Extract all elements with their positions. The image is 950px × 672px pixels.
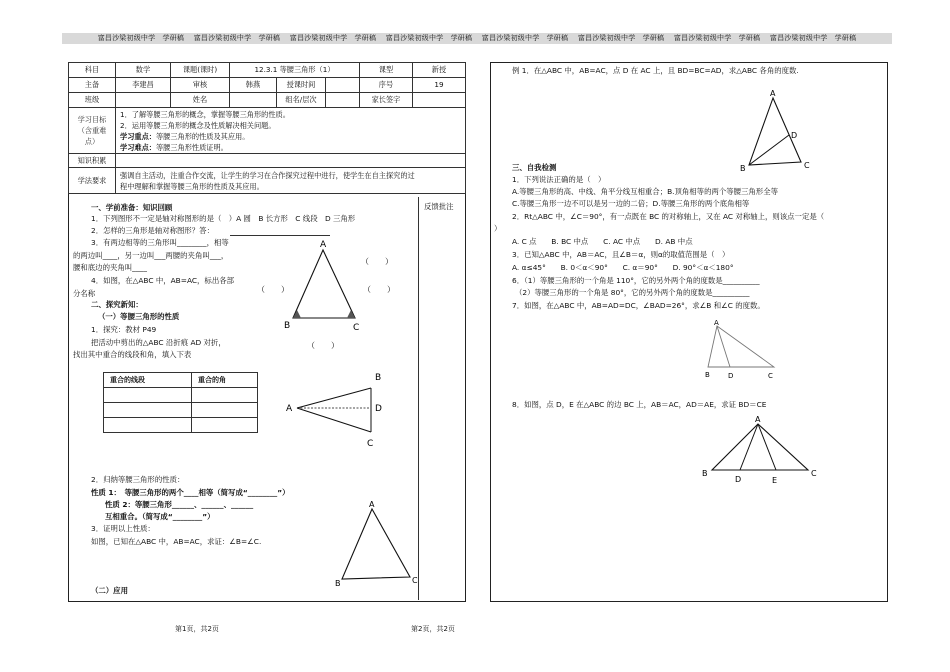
check-7-triangle bbox=[700, 318, 785, 380]
sec1-title: 一、学前准备：知识回顾 bbox=[91, 203, 173, 212]
subject-label: 科目 bbox=[69, 63, 116, 78]
check8-label-d: D bbox=[735, 475, 742, 484]
question-3a: 3．有两边相等的三角形叫________，相等 bbox=[91, 238, 229, 247]
question-4a: 4．如图，在△ABC 中，AB=AC，标出各部 bbox=[91, 276, 234, 285]
summary-text: 2．归纳等腰三角形的性质： bbox=[91, 475, 185, 484]
prove-title: 3．证明以上性质： bbox=[91, 524, 155, 533]
check-8-triangle bbox=[700, 412, 825, 487]
group-value bbox=[326, 93, 360, 108]
question-3c: 腰和底边的夹角叫____ bbox=[73, 263, 147, 272]
check-3-options: A. α≤45° B. 0＜α＜90° C. α＝90° D. 90°＜α＜180° bbox=[512, 263, 734, 272]
header-banner-text: 富昌沙梁初级中学 学研稿 富昌沙梁初级中学 学研稿 富昌沙梁初级中学 学研稿 富昌沙梁初级中学 学研稿 富昌沙梁初级中学 学研稿 富昌沙梁初级中学 学研稿 富昌沙梁初级中学 学研稿 富昌沙梁初级中学 学研稿 bbox=[97, 34, 857, 42]
overlap-cell[interactable] bbox=[192, 403, 258, 418]
paren-2: （ ） bbox=[257, 285, 289, 294]
fold-label-a: A bbox=[286, 404, 293, 414]
seq-value: 19 bbox=[413, 78, 466, 93]
tri1-label-b: B bbox=[284, 321, 291, 331]
class-value bbox=[116, 93, 171, 108]
fold-label-b: B bbox=[375, 373, 382, 383]
feedback-label: 反馈批注 bbox=[424, 202, 454, 211]
check-8-triangle-shape bbox=[712, 424, 808, 470]
check-6a: 6．（1）等腰三角形的一个角是 110°，它的另外两个角的度数是__________ bbox=[512, 276, 760, 285]
method-line-1: 强调自主活动，注重合作交流，让学生的学习在合作探究过程中进行，使学生在自主探究的过 bbox=[120, 170, 415, 180]
triangle-1-shape bbox=[293, 250, 355, 318]
overlap-cell[interactable] bbox=[104, 403, 192, 418]
question-3b: 的两边叫____，另一边叫___两腰的夹角叫___， bbox=[73, 251, 229, 260]
check-1: 1．下列说法正确的是（ ） bbox=[512, 175, 606, 184]
right-page-frame bbox=[490, 62, 888, 602]
goals-cell bbox=[116, 108, 466, 154]
check-3: 3．已知△ABC 中，AB＝AC，且∠B＝α，则α的取值范围是（ ） bbox=[512, 250, 730, 259]
proof-label-b: B bbox=[335, 579, 341, 587]
class-label: 班级 bbox=[69, 93, 116, 108]
seq-label: 序号 bbox=[360, 78, 413, 93]
check-2-end: ） bbox=[494, 224, 502, 233]
explore-text: 1．探究：教材 P49 bbox=[91, 325, 157, 334]
check7-label-d: D bbox=[728, 372, 734, 380]
overlap-cell[interactable] bbox=[192, 418, 258, 433]
check-7-triangle-shape bbox=[708, 326, 774, 367]
date-value bbox=[326, 78, 360, 93]
property-1: 性质 1： 等腰三角形的两个____相等（简写成“________”） bbox=[91, 488, 290, 497]
name-value bbox=[230, 93, 277, 108]
proof-label-c: C bbox=[412, 576, 418, 585]
overlap-cell[interactable] bbox=[192, 388, 258, 403]
check-8: 8．如图，点 D，E 在△ABC 的边 BC 上，AB＝AC，AD＝AE，求证 BD＝CE bbox=[512, 400, 767, 409]
check7-label-c: C bbox=[768, 372, 773, 380]
topic-label: 课题(课时) bbox=[171, 63, 230, 78]
author-label: 主备 bbox=[69, 78, 116, 93]
fold-diagram bbox=[283, 368, 393, 453]
check-1b: C.等腰三角形一边不可以是另一边的二倍；D.等腰三角形的两个底角相等 bbox=[512, 199, 750, 208]
example-label-c: C bbox=[804, 161, 810, 170]
triangle-diagram-1 bbox=[255, 236, 415, 356]
check-2: 2．Rt△ABC 中，∠C＝90°，有一点既在 BC 的对称轴上，又在 AC 对称轴上，则该点一定是（ bbox=[512, 212, 825, 221]
proof-label-a: A bbox=[369, 500, 375, 509]
fold-label-c: C bbox=[367, 439, 374, 449]
subject-value: 数学 bbox=[116, 63, 171, 78]
check8-label-c: C bbox=[811, 469, 817, 478]
paren-4: （ ） bbox=[307, 341, 339, 350]
check7-label-b: B bbox=[705, 371, 710, 379]
reviewer-label: 审核 bbox=[171, 78, 230, 93]
paren-1: （ ） bbox=[361, 257, 393, 266]
activity-line-1: 把活动中剪出的△ABC 沿折痕 AD 对折， bbox=[91, 338, 226, 347]
goals-label: 学习目标（含重难点） bbox=[69, 108, 116, 154]
question-4b: 分名称 bbox=[73, 289, 96, 298]
group-label: 组名/层次 bbox=[277, 93, 326, 108]
question-2: 2．怎样的三角形是轴对称图形？答： bbox=[91, 226, 214, 235]
overlap-cell[interactable] bbox=[104, 388, 192, 403]
knowledge-value bbox=[116, 154, 466, 168]
proof-triangle-shape bbox=[342, 509, 410, 579]
question-1: 1．下列图形不一定是轴对称图形的是（ ）A 圆 B 长方形 C 线段 D 三角形 bbox=[91, 214, 356, 223]
parent-label: 家长签字 bbox=[360, 93, 413, 108]
example-triangle bbox=[735, 88, 815, 178]
angle-c-hatch bbox=[347, 310, 355, 318]
check8-label-a: A bbox=[755, 415, 761, 424]
check-6b: （2）等腰三角形的一个角是 80°，它的另外两个角的度数是__________ bbox=[515, 288, 750, 297]
check-2-options: A. C 点 B. BC 中点 C. AC 中点 D. AB 中点 bbox=[512, 237, 693, 246]
property-2b: 互相重合。（简写成“________”） bbox=[105, 512, 215, 521]
reviewer-value: 韩燕 bbox=[230, 78, 277, 93]
prove-text: 如图，已知在△ABC 中，AB=AC，求证：∠B=∠C. bbox=[91, 537, 262, 546]
method-cell bbox=[116, 168, 466, 194]
footer-left: 第1页，共2页 bbox=[175, 625, 219, 633]
proof-triangle bbox=[330, 497, 425, 587]
example-label-a: A bbox=[770, 89, 776, 98]
hard-point: 学习难点：等腰三角形性质证明。 bbox=[120, 142, 228, 152]
key-point: 学习重点：等腰三角形的性质及其应用。 bbox=[120, 131, 250, 141]
method-line-2: 程中理解和掌握等腰三角形的性质及其应用。 bbox=[120, 181, 264, 191]
check-8-line-ad bbox=[740, 424, 758, 470]
method-label: 学法要求 bbox=[69, 168, 116, 194]
author-value: 李建昌 bbox=[116, 78, 171, 93]
sub1-title: （一）等腰三角形的性质 bbox=[98, 312, 180, 321]
sec2-title: 二、探究新知： bbox=[91, 300, 143, 309]
footer-right: 第2页，共2页 bbox=[411, 625, 455, 633]
sec3-title: 三、自我检测 bbox=[512, 163, 557, 172]
goal-1: 1．了解等腰三角形的概念，掌握等腰三角形的性质。 bbox=[120, 109, 290, 119]
type-label: 课型 bbox=[360, 63, 413, 78]
check-7: 7．如图，在△ABC 中，AB=AD=DC，∠BAD=26°，求∠B 和∠C 的度数。 bbox=[512, 301, 765, 310]
activity-line-2: 找出其中重合的线段和角，填入下表 bbox=[73, 350, 192, 359]
check-1a: A.等腰三角形的高、中线、角平分线互相重合；B.顶角相等的两个等腰三角形全等 bbox=[512, 187, 778, 196]
example-label-d: D bbox=[791, 131, 798, 140]
type-value: 新授 bbox=[413, 63, 466, 78]
example-line-bd bbox=[749, 135, 789, 165]
info-table bbox=[68, 62, 466, 194]
fold-line-ac bbox=[297, 408, 371, 432]
property-2: 性质 2：等腰三角形______、______、______ bbox=[105, 500, 254, 509]
topic-value: 12.3.1 等腰三角形（1） bbox=[230, 63, 360, 78]
example-label-b: B bbox=[740, 164, 746, 173]
overlap-table-header-segments: 重合的线段 bbox=[104, 373, 192, 388]
knowledge-label: 知识积累 bbox=[69, 154, 116, 168]
parent-value bbox=[413, 93, 466, 108]
sub2-title: （二）应用 bbox=[91, 586, 128, 595]
tri1-label-a: A bbox=[320, 240, 327, 250]
check-8-line-ae bbox=[758, 424, 776, 470]
check8-label-b: B bbox=[702, 469, 708, 478]
date-label: 授课时间 bbox=[277, 78, 326, 93]
example-1: 例 1．在△ABC 中，AB=AC，点 D 在 AC 上，且 BD=BC=AD，求△ABC 各角的度数. bbox=[512, 66, 799, 75]
tri1-label-c: C bbox=[353, 323, 360, 333]
check8-label-e: E bbox=[772, 476, 778, 485]
fold-label-d: D bbox=[375, 404, 382, 414]
paren-3: （ ） bbox=[363, 285, 395, 294]
overlap-table bbox=[103, 372, 258, 433]
goal-2: 2．运用等腰三角形的概念及性质解决相关问题。 bbox=[120, 120, 276, 130]
check-7-line-ad bbox=[717, 326, 730, 367]
overlap-cell[interactable] bbox=[104, 418, 192, 433]
fold-line-ab bbox=[297, 388, 371, 408]
overlap-table-header-angles: 重合的角 bbox=[192, 373, 258, 388]
name-label: 姓名 bbox=[171, 93, 230, 108]
check7-label-a: A bbox=[714, 319, 719, 327]
